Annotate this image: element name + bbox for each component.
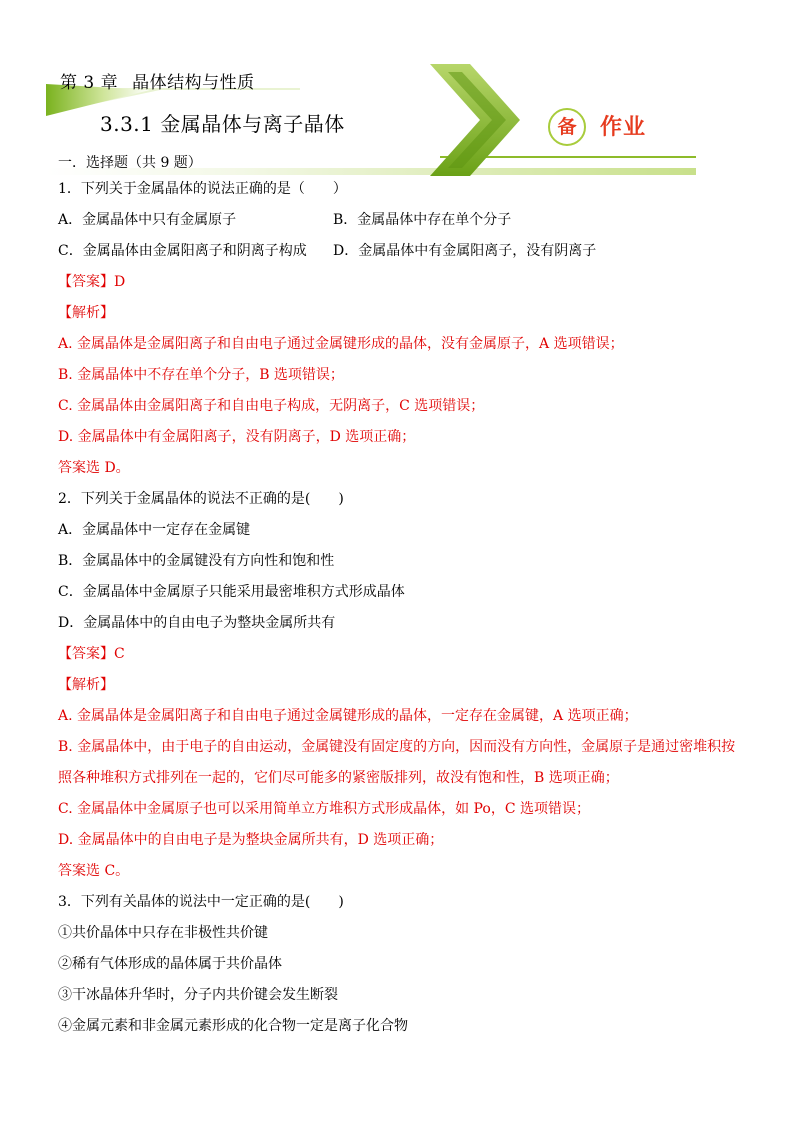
- question-stem: 3．下列有关晶体的说法中一定正确的是( ): [58, 894, 344, 910]
- statement-4: ④金属元素和非金属元素形成的化合物一定是离子化合物: [58, 1018, 408, 1034]
- analysis-line: A. 金属晶体是金属阳离子和自由电子通过金属键形成的晶体，没有金属原子，A 选项错误；: [58, 336, 624, 352]
- option-d: D．金属晶体中的自由电子为整块金属所共有: [58, 615, 336, 631]
- chapter-title: [60, 68, 255, 93]
- answer-label: 【答案】C: [58, 646, 125, 662]
- question-2: [58, 484, 748, 887]
- document-body: [58, 152, 748, 1042]
- option-c: C．金属晶体中金属原子只能采用最密堆积方式形成晶体: [58, 584, 405, 600]
- analysis-label: 【解析】: [58, 677, 114, 693]
- conclusion: 答案选 C。: [58, 863, 130, 879]
- chapter-prefix: 第 3 章: [60, 73, 119, 93]
- homework-badge-icon: 备: [548, 108, 586, 146]
- chapter-name: 晶体结构与性质: [132, 73, 255, 93]
- option-b: B．金属晶体中的金属键没有方向性和饱和性: [58, 553, 335, 569]
- statement-3: ③干冰晶体升华时，分子内共价键会发生断裂: [58, 987, 338, 1003]
- analysis-line: D. 金属晶体中的自由电子是为整块金属所共有，D 选项正确；: [58, 832, 444, 848]
- conclusion: 答案选 D。: [58, 460, 130, 476]
- analysis-line: D. 金属晶体中有金属阳离子，没有阴离子，D 选项正确；: [58, 429, 416, 445]
- question-stem: 1．下列关于金属晶体的说法正确的是（ ）: [58, 181, 347, 197]
- question-stem: 2．下列关于金属晶体的说法不正确的是( ): [58, 491, 344, 507]
- answer-label: 【答案】D: [58, 274, 126, 290]
- option-c: C．金属晶体由金属阳离子和阴离子构成: [58, 243, 307, 259]
- analysis-label: 【解析】: [58, 305, 114, 321]
- question-1: [58, 174, 748, 484]
- option-a: A．金属晶体中只有金属原子: [58, 212, 237, 228]
- statement-1: ①共价晶体中只存在非极性共价键: [58, 925, 268, 941]
- analysis-line: C. 金属晶体中金属原子也可以采用简单立方堆积方式形成晶体，如 Po，C 选项错误；: [58, 801, 591, 817]
- analysis-line: A. 金属晶体是金属阳离子和自由电子通过金属键形成的晶体，一定存在金属键，A 选项正确；: [58, 708, 638, 724]
- analysis-line: B. 金属晶体中不存在单个分子，B 选项错误；: [58, 367, 344, 383]
- analysis-line: C. 金属晶体由金属阳离子和自由电子构成，无阴离子，C 选项错误；: [58, 398, 485, 414]
- section-title: 3.3.1 金属晶体与离子晶体: [100, 112, 345, 136]
- option-b: B．金属晶体中存在单个分子: [333, 212, 512, 228]
- homework-label: 作业: [600, 115, 647, 140]
- section-heading: 一．选择题（共 9 题）: [58, 155, 202, 171]
- statement-2: ②稀有气体形成的晶体属于共价晶体: [58, 956, 282, 972]
- option-row: [58, 236, 748, 267]
- question-3: [58, 887, 748, 1042]
- option-d: D．金属晶体中有金属阳离子，没有阴离子: [333, 243, 597, 259]
- option-a: A．金属晶体中一定存在金属键: [58, 522, 251, 538]
- analysis-line: B. 金属晶体中，由于电子的自由运动，金属键没有固定度的方向，因而没有方向性，金属原子是通过密堆积按照各种堆积方式排列在一起的，它们尽可能多的紧密版排列，故没有饱和性，B 选项正确；: [58, 739, 736, 786]
- option-row: [58, 205, 748, 236]
